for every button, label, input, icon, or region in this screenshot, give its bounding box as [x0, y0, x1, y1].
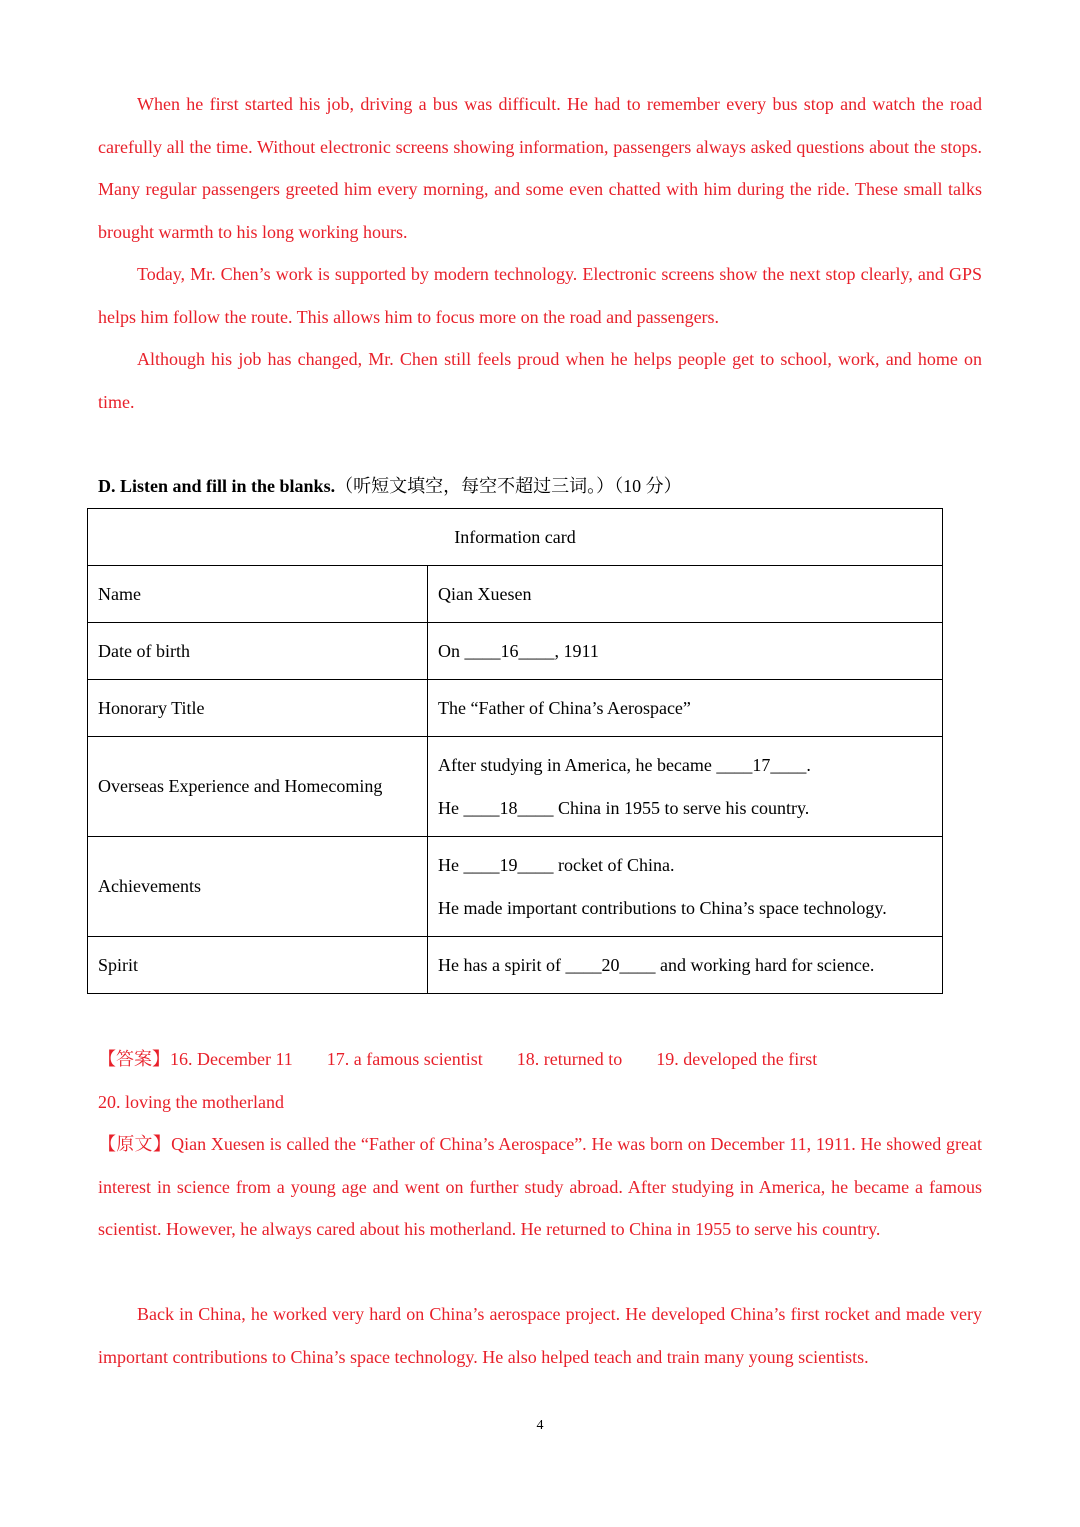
blank-19-line: He ____19____ rocket of China. [438, 855, 675, 875]
transcript-paragraph-1 [98, 1123, 982, 1251]
row-value [428, 680, 943, 737]
answer-item: 17. a famous scientist [326, 1049, 483, 1069]
table-row [88, 509, 943, 566]
row-value [428, 837, 943, 937]
passage-paragraph-2: Today, Mr. Chen’s work is supported by modern technology. Electronic screens show the next stop clearly, and GPS helps him follow the route. This allows him to focus more on the road and passengers. [98, 264, 982, 327]
row-label: Date of birth [88, 623, 428, 680]
section-d-heading [98, 470, 682, 502]
row-label: Honorary Title [88, 680, 428, 737]
table-row [88, 737, 943, 837]
row-label: Spirit [88, 937, 428, 994]
table-row [88, 566, 943, 623]
section-d-title: D. Listen and fill in the blanks. [98, 476, 336, 496]
transcript-text: Qian Xuesen is called the “Father of China’s Aerospace”. He was born on December 11, 1911. He showed great interest in science from a young age and went on further study abroad. After studying in America, he became a famous scientist. However, he always cared about his motherland. He returned to China in 1955 to serve his country. [98, 1134, 982, 1239]
row-value [428, 566, 943, 623]
table-row [88, 937, 943, 994]
table-row [88, 837, 943, 937]
row-value [428, 737, 943, 837]
row-value-line: The “Father of China’s Aerospace” [438, 697, 691, 718]
blank-20-line: He has a spirit of ____20____ and working hard for science. [438, 954, 875, 975]
row-value [428, 623, 943, 680]
row-label: Achievements [88, 837, 428, 937]
section-d-instruction: （听短文填空，每空不超过三词。） [335, 476, 615, 496]
table-row [88, 680, 943, 737]
row-value-line: Qian Xuesen [438, 583, 532, 604]
answer-item: 19. developed the first [656, 1049, 818, 1069]
transcript-tag: 【原文】 [98, 1134, 172, 1154]
answer-key [98, 1038, 982, 1123]
section-d-score: （10 分） [614, 476, 682, 496]
row-value-line: He made important contributions to China’s space technology. [438, 897, 887, 918]
information-card-table [87, 508, 943, 994]
answer-item: 20. loving the motherland [98, 1091, 284, 1112]
blank-17-line: After studying in America, he became ____17____. [438, 755, 811, 775]
passage-paragraph-1: When he first started his job, driving a bus was difficult. He had to remember every bus stop and watch the road carefully all the time. Without electronic screens showing information, passengers always asked questions about the stops. Many regular passengers greeted him every morning, and some even chatted with him during the ride. These small talks brought warmth to his long working hours. [98, 94, 982, 242]
table-row [88, 623, 943, 680]
blank-18-line: He ____18____ China in 1955 to serve his country. [438, 797, 810, 818]
blank-16-line: On ____16____, 1911 [438, 640, 599, 661]
transcript-paragraph-2: Back in China, he worked very hard on China’s aerospace project. He developed China’s first rocket and made very important contributions to China’s space technology. He also helped teach and train many young scientists. [98, 1304, 982, 1367]
answer-tag: 【答案】 [98, 1049, 170, 1069]
row-value [428, 937, 943, 994]
answer-item: 16. December 11 [170, 1049, 293, 1069]
answer-item: 18. returned to [516, 1049, 623, 1069]
passage-paragraph-3: Although his job has changed, Mr. Chen still feels proud when he helps people get to school, work, and home on time. [98, 349, 982, 412]
row-label: Name [88, 566, 428, 623]
page-number: 4 [536, 1418, 544, 1433]
row-label: Overseas Experience and Homecoming [88, 737, 428, 837]
table-caption: Information card [88, 509, 943, 566]
